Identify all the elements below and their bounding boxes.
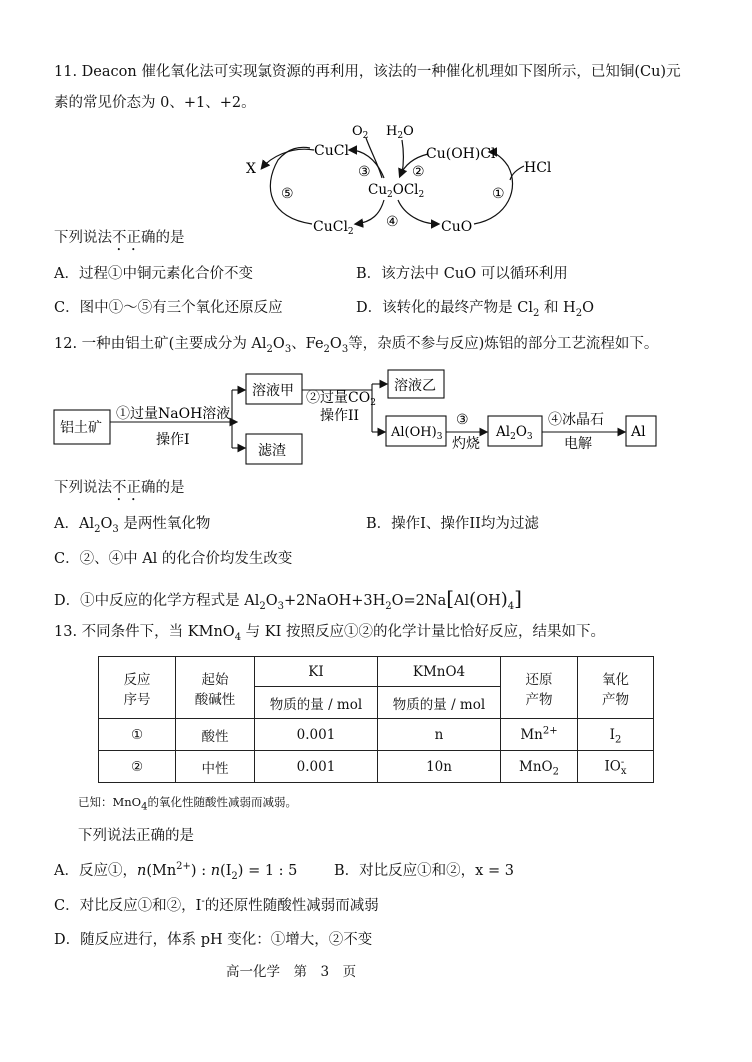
label-electrolysis: 电解 — [564, 436, 592, 452]
label-h2o: $H_2O$ — [386, 124, 414, 141]
label-cuo: CuO — [441, 219, 473, 235]
table-row: ② 中性 0.001 10n MnO$_2$ IO- x — [99, 751, 654, 783]
q12-option-d: D．①中反应的化学方程式是 $Al_2O_3+2NaOH+3H_2O=2Na[Al(OH)_4]$ — [54, 586, 522, 612]
arrow-h2o-out — [402, 140, 404, 174]
table-row: ① 酸性 0.001 n $Mn^{2+}$ $I_2$ — [99, 719, 654, 751]
q13-option-b: B．对比反应①和②，x = 3 — [334, 863, 514, 879]
q11-catalytic-cycle-diagram — [0, 118, 752, 238]
label-solution-a: 溶液甲 — [252, 383, 294, 399]
q11-stem-line1: 11. Deacon 催化氧化法可实现氯资源的再利用，该法的一种催化机理如下图所示，已知铜(Cu)元 — [54, 64, 681, 80]
label-x: X — [246, 161, 256, 177]
q13-option-c: C．对比反应①和②，I-的还原性随酸性减弱而减弱 — [54, 896, 379, 914]
label-cucl: CuCl — [314, 143, 349, 159]
q13-option-a: A．反应①，$n(Mn^{2+})$ : $n(I_2) = 1$ : 5 — [54, 861, 298, 882]
label-hcl: HCl — [524, 160, 552, 176]
label-step2: ② — [412, 164, 425, 180]
q13-note: 已知：MnO$_4$的氧化性随酸性减弱而减弱。 — [78, 795, 297, 813]
q13-question: 下列说法正确的是 — [78, 828, 194, 844]
label-cuohcl: Cu(OH)Cl — [426, 146, 496, 162]
label-cu2ocl2: $Cu_2OCl_2$ — [368, 182, 425, 200]
label-step5: ⑤ — [281, 186, 294, 202]
q11-option-c: C．图中①～⑤有三个氧化还原反应 — [54, 300, 283, 316]
page-footer: 高一化学 第 3 页 — [226, 964, 357, 980]
header-kmno4-amount: 物质的量 / mol — [378, 687, 501, 719]
label-cucl2: CuCl$_2$ — [313, 219, 354, 237]
label-solution-b: 溶液乙 — [394, 378, 436, 394]
label-calcine: 灼烧 — [452, 436, 480, 452]
label-al2o3: $Al_2O_3$ — [496, 424, 533, 442]
q12-process-flow-diagram — [0, 362, 752, 472]
q12-stem: 12. 一种由铝土矿(主要成分为 $Al_2O_3$、$Fe_2O_3$等，杂质不参与反应)炼铝的部分工艺流程如下。 — [54, 336, 659, 355]
q11-question: 下列说法不正确的是 — [54, 230, 185, 246]
q12-option-b: B．操作I、操作II均为过滤 — [366, 516, 539, 532]
q11-stem-line2: 素的常见价态为 0、+1、+2。 — [54, 95, 256, 111]
header-ki-amount: 物质的量 / mol — [255, 687, 378, 719]
header-oxidation-product: 氧化 产物 — [578, 657, 654, 719]
label-aloh3: $Al(OH)_3$ — [391, 425, 443, 442]
header-kmno4: KMnO4 — [378, 657, 501, 687]
label-step3: ③ — [456, 412, 469, 428]
header-acidity: 起始 酸碱性 — [176, 657, 255, 719]
header-reduction-product: 还原 产物 — [501, 657, 578, 719]
arrow-cucl-to-x — [262, 149, 314, 168]
q12-question: 下列说法不正确的是 — [54, 480, 185, 496]
q11-option-a: A．过程①中铜元素化合价不变 — [54, 266, 253, 282]
label-step1: ①过量NaOH溶液 — [116, 406, 231, 422]
label-step1: ① — [492, 186, 505, 202]
q11-option-d: D．该转化的最终产物是 $Cl_2$ 和 $H_2O$ — [356, 300, 594, 319]
q13-option-d: D．随反应进行，体系 pH 变化：①增大，②不变 — [54, 932, 373, 948]
header-ki: KI — [255, 657, 378, 687]
q13-stem: 13. 不同条件下，当 KMnO$_4$ 与 KI 按照反应①②的化学计量比恰好反应，结果如下。 — [54, 624, 605, 643]
label-op2: 操作II — [320, 408, 360, 424]
header-reaction-no: 反应 序号 — [99, 657, 176, 719]
label-residue: 滤渣 — [258, 443, 286, 459]
label-step4: ④冰晶石 — [548, 412, 604, 428]
label-al: Al — [631, 424, 646, 440]
label-step2: ②过量$CO_2$ — [306, 390, 376, 408]
arrow-center-to-cucl2 — [356, 200, 384, 224]
q11-option-b: B．该方法中 CuO 可以循环利用 — [356, 266, 568, 282]
q12-option-a: A．$Al_2O_3$ 是两性氧化物 — [54, 516, 211, 535]
q13-results-table — [98, 656, 654, 783]
label-o2: $O_2$ — [352, 124, 369, 141]
label-step3: ③ — [358, 164, 371, 180]
label-ore: 铝土矿 — [60, 420, 102, 436]
q12-option-c: C．②、④中 Al 的化合价均发生改变 — [54, 551, 293, 567]
label-step4: ④ — [386, 214, 399, 230]
arrow-center-to-cuo — [398, 200, 438, 224]
label-op1: 操作I — [156, 432, 190, 448]
